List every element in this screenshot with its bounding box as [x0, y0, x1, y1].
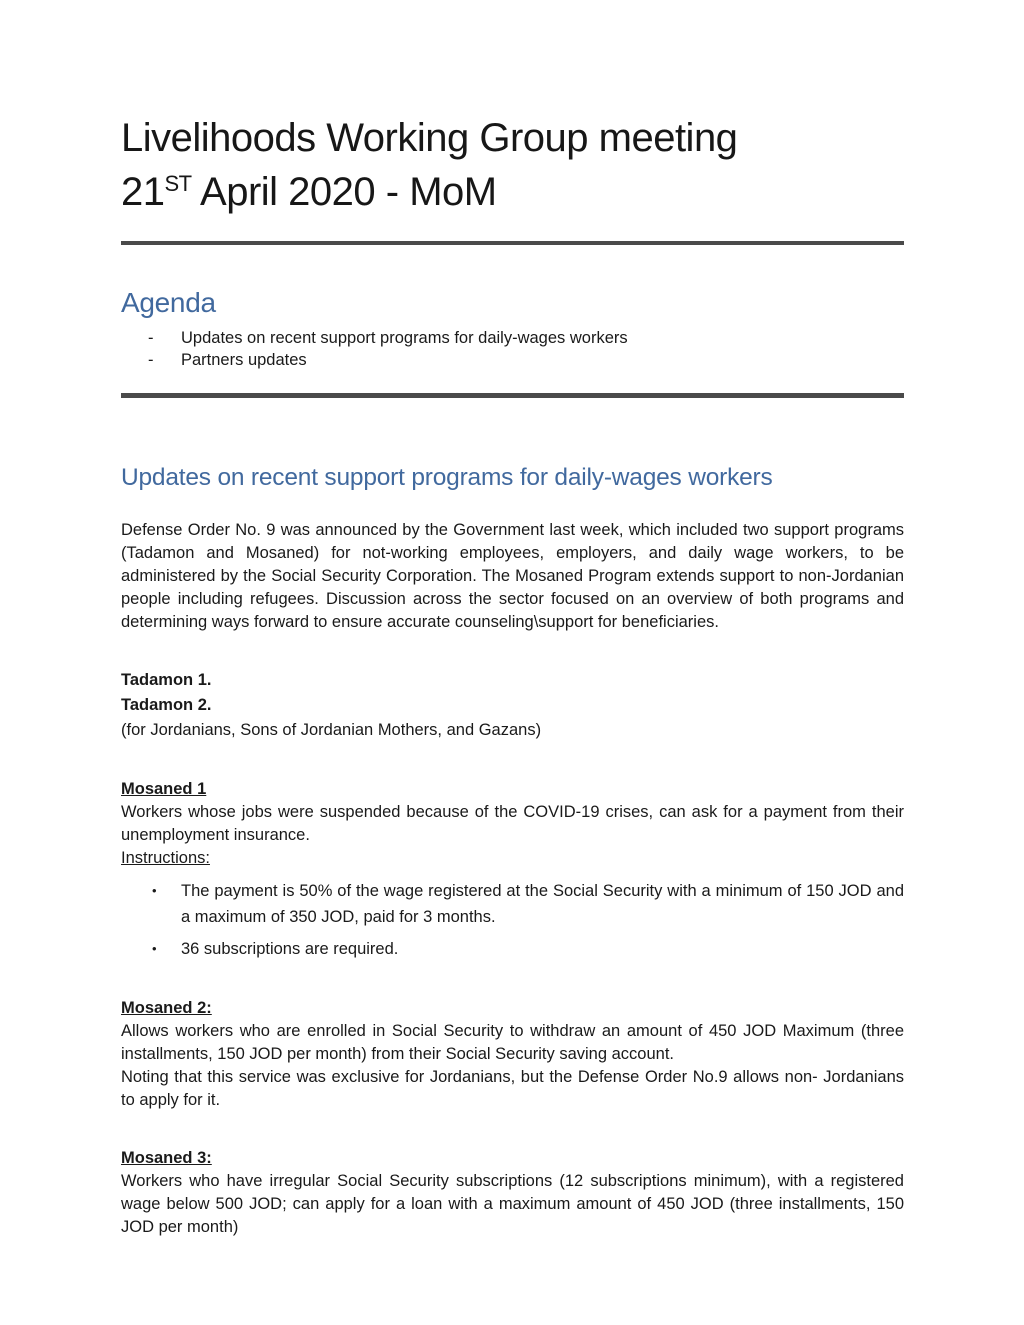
title-date-ordinal: ST	[164, 170, 192, 196]
mosaned-3-section	[121, 1146, 904, 1239]
tadamon-2-heading: Tadamon 2.	[121, 696, 212, 715]
instruction-bullet-item	[152, 878, 904, 930]
mosaned-2-section	[121, 996, 904, 1112]
mosaned-1-heading: Mosaned 1	[121, 780, 207, 799]
mosaned-2-paragraph-1: Allows workers who are enrolled in Social Security to withdraw an amount of 450 JOD Maximum (three installments, 150 JOD per month) from their Social Security saving account.	[121, 1022, 904, 1064]
tadamon-block	[121, 668, 904, 743]
document-title-line2	[121, 166, 904, 220]
dot-bullet: •	[152, 941, 157, 957]
horizontal-rule-title	[121, 241, 904, 245]
instruction-bullet-item	[152, 936, 904, 962]
instructions-bullet-list	[121, 878, 904, 962]
mosaned-1-body: Workers whose jobs were suspended because of the COVID-19 crises, can ask for a payment from their unemployment insurance.	[121, 803, 904, 845]
mosaned-3-body: Workers who have irregular Social Security subscriptions (12 subscriptions minimum), with a registered wage below 500 JOD; can apply for a loan with a maximum amount of 450 JOD (three installments, 150 JOD per month)	[121, 1172, 904, 1237]
instruction-text: 36 subscriptions are required.	[181, 940, 399, 959]
title-date-number: 21	[121, 169, 165, 214]
mosaned-3-heading: Mosaned 3:	[121, 1149, 212, 1168]
agenda-list	[121, 327, 904, 371]
updates-intro-paragraph: Defense Order No. 9 was announced by the Government last week, which included two support programs (Tadamon and Mosaned) for not-working employees, employers, and daily wage workers, to be administered by the Social Security Corporation. The Mosaned Program extends support to non-Jordanian people including refugees. Discussion across the sector focused on an overview of both programs and determining ways forward to ensure accurate counseling\support for beneficiaries.	[121, 521, 904, 632]
tadamon-note: (for Jordanians, Sons of Jordanian Mothers, and Gazans)	[121, 721, 542, 740]
dot-bullet: •	[152, 883, 157, 899]
horizontal-rule-agenda	[121, 393, 904, 398]
updates-section-heading: Updates on recent support programs for daily-wages workers	[121, 464, 773, 492]
mosaned-2-paragraph-2: Noting that this service was exclusive for Jordanians, but the Defense Order No.9 allows non- Jordanians to apply for it.	[121, 1068, 904, 1110]
document-title	[121, 112, 904, 219]
agenda-heading: Agenda	[121, 287, 216, 319]
dash-bullet: -	[148, 329, 154, 348]
instructions-label: Instructions:	[121, 849, 210, 868]
title-date-rest: April 2020 - MoM	[191, 169, 497, 214]
mosaned-1-section	[121, 777, 904, 962]
agenda-item-text: Updates on recent support programs for daily-wages workers	[181, 329, 628, 348]
agenda-item-text: Partners updates	[181, 351, 307, 370]
agenda-list-item	[148, 327, 904, 349]
agenda-list-item	[148, 349, 904, 371]
dash-bullet: -	[148, 351, 154, 370]
document-title-line1: Livelihoods Working Group meeting	[121, 116, 738, 160]
instruction-text: The payment is 50% of the wage registered at the Social Security with a minimum of 150 JOD and a maximum of 350 JOD, paid for 3 months.	[181, 882, 904, 927]
tadamon-1-heading: Tadamon 1.	[121, 671, 212, 690]
mosaned-2-heading: Mosaned 2:	[121, 999, 212, 1018]
